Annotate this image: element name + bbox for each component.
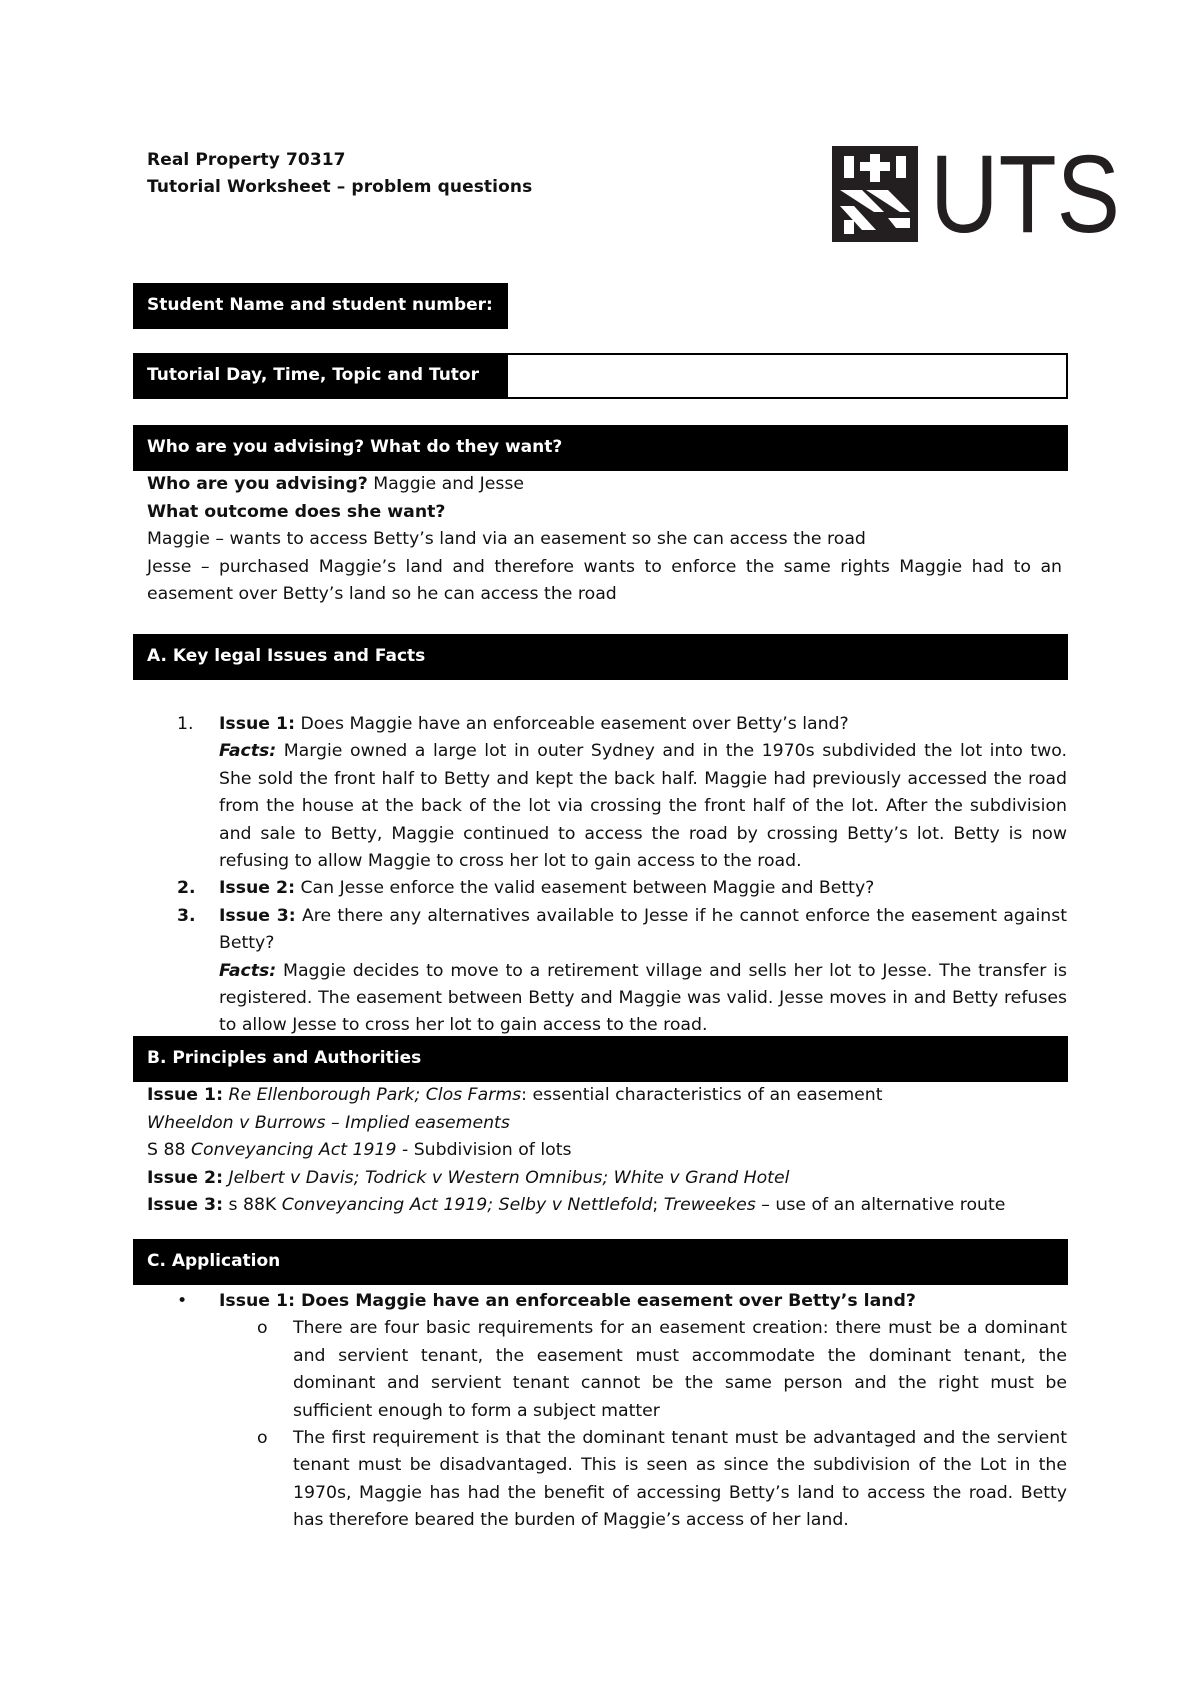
issue-1-facts: Facts: Margie owned a large lot in outer Sydney and in the 1970s subdivided the lot into two. She sold the front half to Betty and kept the back half. Maggie had previously accessed the road from the house at the back of the lot via crossing the front half of the lot. After the subdivision and sale to Betty, Maggie continued to access the road by crossing Betty’s lot. Betty is now refusing to allow Maggie to cross her lot to gain access to the road. [219, 741, 1067, 872]
advising-section-bar [133, 425, 1068, 471]
key-issues-title: A. Key legal Issues and Facts [147, 646, 426, 666]
principles-line-2: Wheeldon v Burrows – Implied easements [147, 1112, 510, 1133]
principles-title: B. Principles and Authorities [147, 1048, 422, 1068]
uts-logo [832, 133, 1122, 256]
principles-line-1: Issue 1: Re Ellenborough Park; Clos Farms: essential characteristics of an easement [147, 1085, 883, 1105]
principles-line-5: Issue 3: s 88K Conveyancing Act 1919; Selby v Nettlefold; Treweekes – use of an alternative route [147, 1195, 1006, 1215]
key-issues-bar [133, 634, 1068, 680]
advising-jesse: Jesse – purchased Maggie’s land and therefore wants to enforce the same rights Maggie had to an easement over Betty’s land so he can access the road [147, 556, 1062, 604]
principles-line-4: Issue 2: Jelbert v Davis; Todrick v Western Omnibus; White v Grand Hotel [147, 1167, 790, 1188]
course-title: Real Property 70317 [147, 150, 346, 170]
worksheet-subtitle: Tutorial Worksheet – problem questions [147, 177, 533, 197]
issue-item-1: 1. Issue 1: Does Maggie have an enforceable easement over Betty’s land? Facts: Margie owned a large lot in outer Sydney and in the 1970s subdivided the lot into two. She sold the front half to Betty and kept the back half. Maggie had previously accessed the road from the house at the back of the lot via crossing the front half of the lot. After the subdivision and sale to Betty, Maggie continued to access the road by crossing Betty’s lot. Betty is now refusing to allow Maggie to cross her lot to gain access to the road. [147, 711, 1067, 875]
uts-crest-icon [832, 146, 918, 242]
application-list [147, 1288, 1067, 1535]
advising-section-title: Who are you advising? What do they want? [147, 437, 563, 457]
issue-item-3: 3. Issue 3: Are there any alternatives available to Jesse if he cannot enforce the easement against Betty? Facts: Maggie decides to move to a retirement village and sells her lot to Jesse. The transfer is registered. The easement between Betty and Maggie was valid. Jesse moves in and Betty refuses to allow Jesse to cross her lot to gain access to the road. [147, 903, 1067, 1040]
application-bar [133, 1239, 1068, 1285]
principles-bar [133, 1036, 1068, 1082]
advising-line-1: Who are you advising? Maggie and Jesse [147, 474, 524, 494]
tutorial-info-row [133, 353, 1068, 399]
principles-line-3: S 88 Conveyancing Act 1919 - Subdivision of lots [147, 1140, 572, 1160]
issue-3-facts: Facts: Maggie decides to move to a retirement village and sells her lot to Jesse. The transfer is registered. The easement between Betty and Maggie was valid. Jesse moves in and Betty refuses to allow Jesse to cross her lot to gain access to the road. [219, 960, 1067, 1036]
application-issue-1: • Issue 1: Does Maggie have an enforceable easement over Betty’s land? [147, 1288, 1067, 1315]
bullet-icon: • [177, 1291, 188, 1311]
advising-line-2: What outcome does she want? [147, 501, 446, 522]
application-point: o There are four basic requirements for an easement creation: there must be a dominant and servient tenant, the easement must accommodate the dominant tenant, the dominant and servient tenant cannot be the same person and the right must be sufficient enough to form a subject matter [147, 1315, 1067, 1425]
issues-list [147, 711, 1067, 1040]
svg-text:UTS: UTS [930, 133, 1120, 256]
tutorial-info-label: Tutorial Day, Time, Topic and Tutor [135, 355, 508, 397]
advising-content [147, 471, 1062, 609]
issue-item-2: 2. Issue 2: Can Jesse enforce the valid easement between Maggie and Betty? [177, 878, 875, 899]
advising-maggie: Maggie – wants to access Betty’s land via an easement so she can access the road [147, 529, 866, 549]
tutorial-info-field[interactable] [508, 355, 1066, 397]
application-title: C. Application [147, 1251, 281, 1271]
principles-content [147, 1082, 1062, 1220]
sub-bullet-icon: o [257, 1428, 268, 1449]
sub-bullet-icon: o [257, 1318, 268, 1339]
application-point: o The first requirement is that the dominant tenant must be advantaged and the servient tenant must be disadvantaged. This is seen as since the subdivision of the Lot in the 1970s, Maggie has had the benefit of accessing Betty’s land to access the road. Betty has therefore beared the burden of Maggie’s access of her land. [147, 1425, 1067, 1535]
student-name-label: Student Name and student number: [147, 295, 493, 315]
student-name-bar [133, 283, 508, 329]
